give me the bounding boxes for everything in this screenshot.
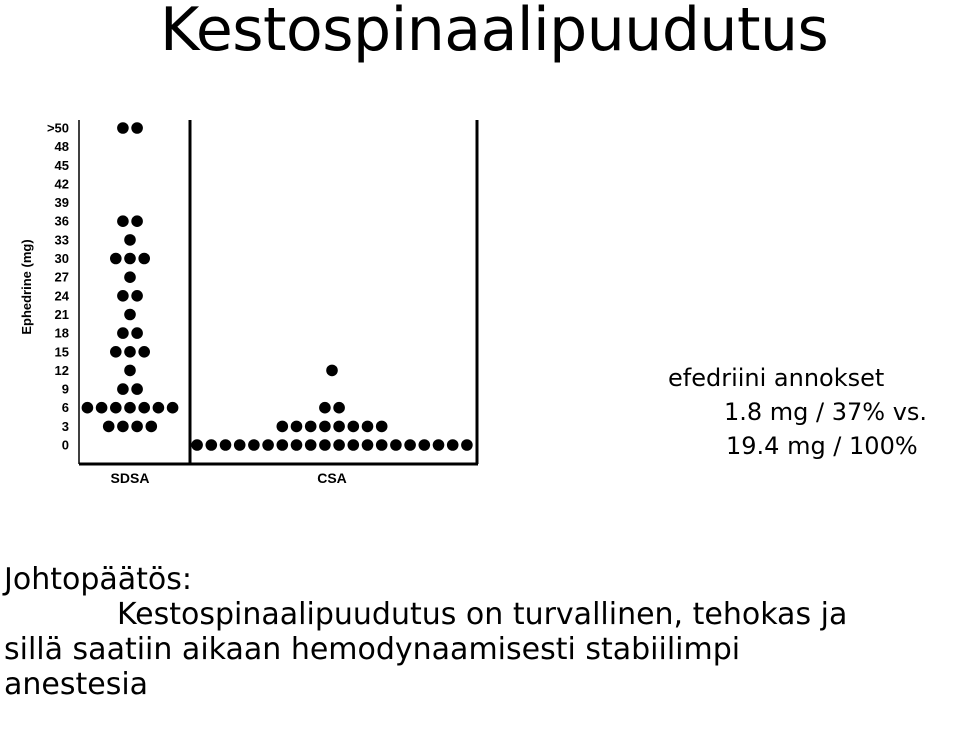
data-dot-csa <box>333 439 345 451</box>
y-axis-title: Ephedrine (mg) <box>19 239 34 335</box>
data-dot-sdsa <box>103 421 115 433</box>
category-labels <box>111 470 347 486</box>
y-tick-label: 18 <box>54 325 69 341</box>
annotation-line-1: efedriini annokset <box>668 364 885 392</box>
data-dots <box>82 122 473 451</box>
data-dot-csa <box>220 439 232 451</box>
data-dot-sdsa <box>124 271 136 283</box>
y-tick-label: 30 <box>54 251 69 267</box>
data-dot-csa <box>262 439 274 451</box>
y-tick-labels <box>47 121 70 453</box>
data-dot-sdsa <box>124 253 136 265</box>
data-dot-csa <box>234 439 246 451</box>
y-tick-label: 33 <box>54 232 69 248</box>
y-tick-label: >50 <box>46 120 69 136</box>
data-dot-csa <box>419 439 431 451</box>
data-dot-csa <box>376 439 388 451</box>
data-dot-csa <box>291 439 303 451</box>
conclusion-line-2: sillä saatiin aikaan hemodynaamisesti stabiilimpi <box>4 632 741 667</box>
conclusion-heading: Johtopäätös: <box>4 562 192 597</box>
y-tick-label: 6 <box>61 400 69 416</box>
data-dot-sdsa <box>82 402 94 414</box>
data-dot-sdsa <box>138 346 150 358</box>
data-dot-csa <box>277 439 289 451</box>
data-dot-csa <box>206 439 218 451</box>
y-tick-label: 12 <box>54 362 69 378</box>
data-dot-csa <box>376 421 388 433</box>
y-tick-label: 36 <box>54 213 69 229</box>
data-dot-csa <box>348 421 360 433</box>
data-dot-sdsa <box>124 309 136 321</box>
y-tick-label: 42 <box>54 176 69 192</box>
data-dot-sdsa <box>167 402 179 414</box>
y-tick-label: 27 <box>54 269 69 285</box>
data-dot-csa <box>319 421 331 433</box>
data-dot-sdsa <box>124 402 136 414</box>
y-tick-label: 24 <box>54 288 69 304</box>
data-dot-csa <box>390 439 402 451</box>
data-dot-csa <box>333 421 345 433</box>
conclusion-line-1: Kestospinaalipuudutus on turvallinen, tehokas ja <box>117 597 848 632</box>
data-dot-sdsa <box>117 383 129 395</box>
data-dot-sdsa <box>117 290 129 302</box>
data-dot-csa <box>277 421 289 433</box>
data-dot-csa <box>248 439 260 451</box>
data-dot-csa <box>461 439 473 451</box>
data-dot-sdsa <box>110 253 122 265</box>
y-tick-label: 9 <box>61 381 69 397</box>
y-tick-label: 21 <box>54 306 69 322</box>
data-dot-csa <box>348 439 360 451</box>
data-dot-sdsa <box>153 402 165 414</box>
y-tick-label: 0 <box>61 437 69 453</box>
data-dot-csa <box>433 439 445 451</box>
y-tick-label: 39 <box>54 195 69 211</box>
data-dot-csa <box>326 365 338 377</box>
data-dot-sdsa <box>117 421 129 433</box>
annotation-line-3: 19.4 mg / 100% <box>726 432 918 460</box>
data-dot-sdsa <box>124 365 136 377</box>
data-dot-sdsa <box>131 122 143 134</box>
data-dot-csa <box>291 421 303 433</box>
conclusion-block <box>4 562 954 702</box>
data-dot-csa <box>362 439 374 451</box>
data-dot-csa <box>191 439 203 451</box>
data-dot-sdsa <box>131 383 143 395</box>
category-label-sdsa: SDSA <box>110 470 150 486</box>
data-dot-sdsa <box>131 215 143 227</box>
data-dot-sdsa <box>124 346 136 358</box>
category-label-csa: CSA <box>317 470 347 486</box>
data-dot-csa <box>305 439 317 451</box>
slide-title: Kestospinaalipuudutus <box>160 0 829 65</box>
annotation-line-2: 1.8 mg / 37% vs. <box>724 398 928 426</box>
data-dot-csa <box>404 439 416 451</box>
y-tick-label: 45 <box>54 157 69 173</box>
data-dot-sdsa <box>110 346 122 358</box>
data-dot-sdsa <box>110 402 122 414</box>
data-dot-sdsa <box>138 402 150 414</box>
data-dot-csa <box>319 439 331 451</box>
data-dot-sdsa <box>117 215 129 227</box>
data-dot-sdsa <box>131 421 143 433</box>
data-dot-sdsa <box>117 327 129 339</box>
data-dot-sdsa <box>96 402 108 414</box>
data-dot-sdsa <box>131 290 143 302</box>
data-dot-csa <box>333 402 345 414</box>
data-dot-sdsa <box>131 327 143 339</box>
conclusion-line-3: anestesia <box>4 667 149 702</box>
data-dot-csa <box>447 439 459 451</box>
data-dot-csa <box>305 421 317 433</box>
data-dot-sdsa <box>146 421 158 433</box>
data-dot-sdsa <box>117 122 129 134</box>
data-dot-sdsa <box>138 253 150 265</box>
data-dot-csa <box>319 402 331 414</box>
y-tick-label: 48 <box>54 139 69 155</box>
data-dot-csa <box>362 421 374 433</box>
y-tick-label: 3 <box>61 418 69 434</box>
y-tick-label: 15 <box>54 344 69 360</box>
data-dot-sdsa <box>124 234 136 246</box>
